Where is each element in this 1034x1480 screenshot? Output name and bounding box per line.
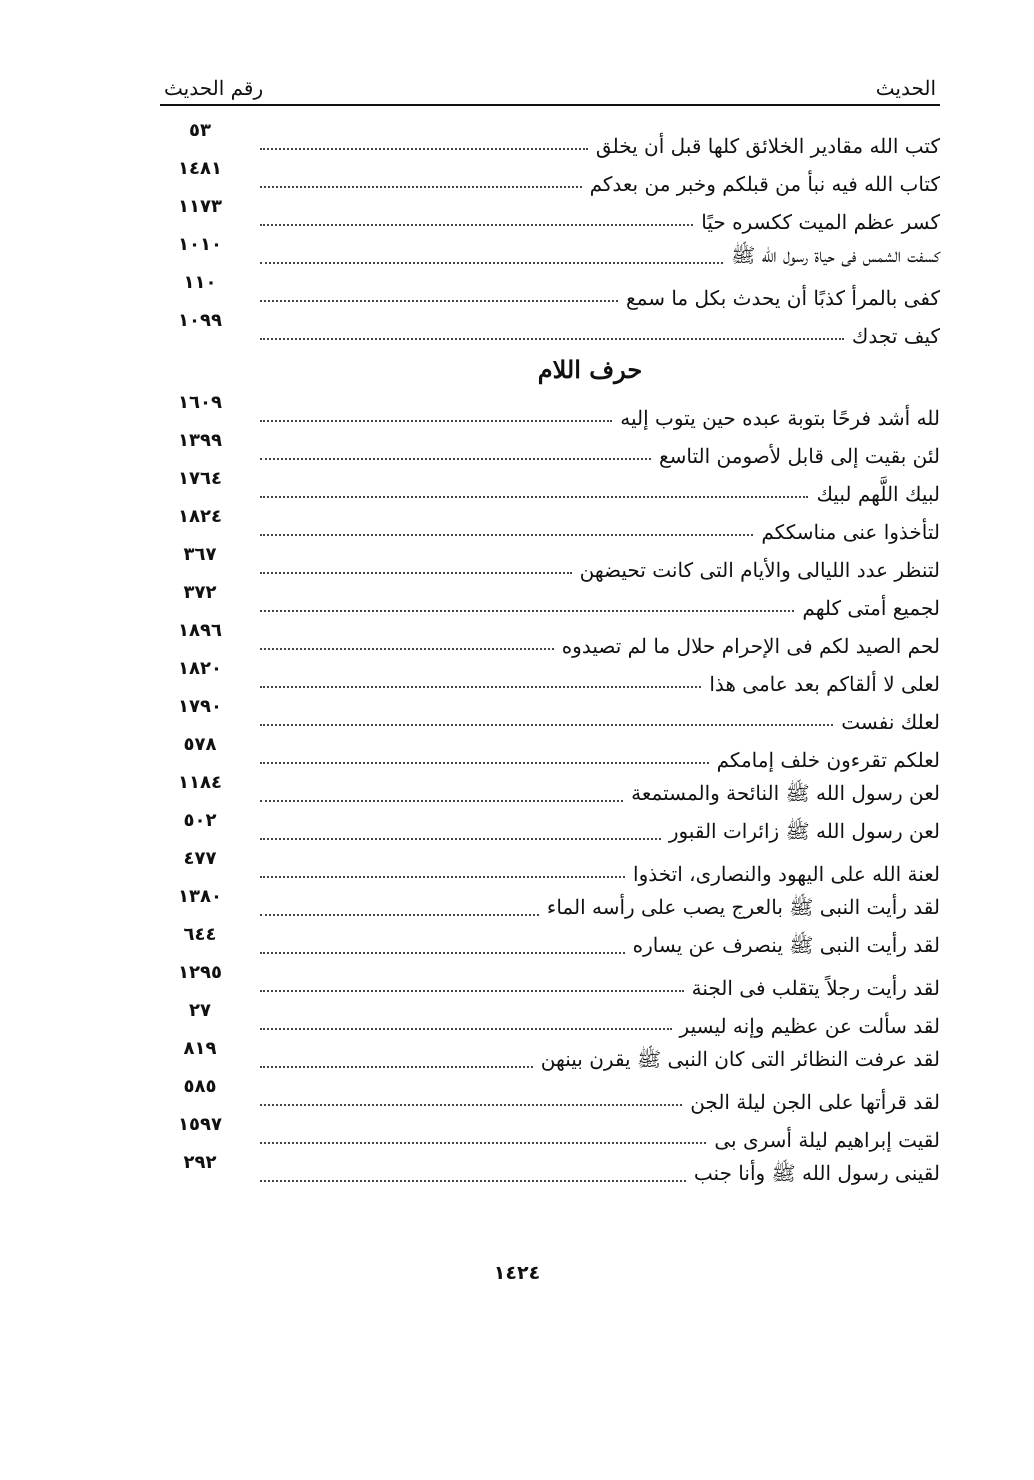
dot-leader [260,1180,686,1182]
dot-leader [260,610,794,612]
hadith-number: ١٠٩٩ [178,310,222,331]
dot-leader [260,420,612,422]
index-entry-row [160,734,940,772]
hadith-text: لعن رسول الله ﷺ زائرات القبور [668,819,940,843]
dot-leader [260,572,572,574]
index-entry-row [160,120,940,158]
hadith-number: ٣٧٢ [183,582,217,603]
hadith-number: ١١٧٣ [178,196,222,217]
index-entry-row [160,1076,940,1114]
dot-leader [260,1142,706,1144]
dot-leader [260,458,651,460]
dot-leader [260,262,723,264]
hadith-text: لقد رأيت رجلاً يتقلب فى الجنة [691,976,940,1000]
hadith-number: ٥٠٢ [183,810,217,831]
index-entry-row [160,658,940,696]
hadith-number: ٢٧ [189,1000,211,1021]
dot-leader [260,1104,682,1106]
hadith-text: لبيك اللَّهم لبيك [816,482,940,506]
hadith-text: لقد رأيت النبى ﷺ ينصرف عن يساره [632,933,940,957]
dot-leader [260,148,588,150]
index-entry-row [160,392,940,430]
hadith-number: ١٤٨١ [178,158,222,179]
index-entry-row [160,1038,940,1076]
index-entry-row [160,582,940,620]
hadith-text: لتنظر عدد الليالى والأيام التى كانت تحيضهن [579,558,940,582]
dot-leader [260,838,661,840]
hadith-number: ٥٧٨ [183,734,217,755]
dot-leader [260,762,709,764]
index-entry-row [160,158,940,196]
hadith-text: كسر عظم الميت ككسره حيًا [701,210,940,234]
hadith-text: لعن رسول الله ﷺ النائحة والمستمعة [631,781,940,805]
hadith-number: ١١٠ [183,272,217,293]
index-entry-row [160,924,940,962]
index-page [160,60,940,1190]
hadith-text: لقد سألت عن عظيم وإنه ليسير [679,1014,940,1038]
index-entry-row [160,196,940,234]
index-entry-row [160,620,940,658]
index-entry-row [160,962,940,1000]
dot-leader [260,990,684,992]
index-entry-row [160,234,940,272]
index-entry-row [160,272,940,310]
hadith-number: ٦٤٤ [183,924,217,945]
hadith-number: ٨١٩ [183,1038,217,1059]
index-entry-row [160,506,940,544]
dot-leader [260,952,625,954]
header-number-label: رقم الحديث [164,76,264,100]
hadith-number: ١٣٨٠ [178,886,222,907]
header-title: الحديث [875,76,936,100]
section-title: حرف اللام [537,355,643,384]
hadith-number: ١٠١٠ [178,234,222,255]
dot-leader [260,1066,533,1068]
dot-leader [260,338,844,340]
page-header [160,60,940,106]
dot-leader [260,686,701,688]
hadith-number: ٢٩٢ [183,1152,217,1173]
hadith-number: ٥٣ [189,120,211,141]
index-entry-row [160,1000,940,1038]
dot-leader [260,1028,672,1030]
dot-leader [260,186,582,188]
hadith-text: لحم الصيد لكم فى الإحرام حلال ما لم تصيدوه [561,634,940,658]
hadith-number: ٥٨٥ [183,1076,217,1097]
index-entry-row [160,468,940,506]
hadith-text: لعلكم تقرءون خلف إمامكم [716,748,940,772]
index-entry-row [160,810,940,848]
dot-leader [260,300,618,302]
hadith-number: ٣٦٧ [183,544,217,565]
index-entry-row [160,544,940,582]
hadith-text: لعلى لا ألقاكم بعد عامى هذا [709,672,940,696]
hadith-text: لئن بقيت إلى قابل لأصومن التاسع [658,444,940,468]
dot-leader [260,876,625,878]
index-entry-row [160,1114,940,1152]
hadith-text: لله أشد فرحًا بتوبة عبده حين يتوب إليه [620,406,940,430]
hadith-number: ١٦٠٩ [178,392,222,413]
index-entry-row [160,310,940,348]
hadith-text: لقيت إبراهيم ليلة أسرى بى [714,1128,940,1152]
dot-leader [260,648,554,650]
entries-before-section [160,120,940,348]
dot-leader [260,496,808,498]
hadith-number: ١٨٢٠ [178,658,222,679]
hadith-number: ١٣٩٩ [178,430,222,451]
hadith-text: لجميع أمتى كلهم [802,596,940,620]
hadith-text: لقد رأيت النبى ﷺ بالعرج يصب على رأسه الماء [546,895,940,919]
entries-after-section [160,392,940,1190]
dot-leader [260,800,623,802]
hadith-text: لقد قرأتها على الجن ليلة الجن [690,1090,940,1114]
hadith-text: لعلك نفست [841,710,940,734]
index-entry-row [160,430,940,468]
dot-leader [260,914,539,916]
dot-leader [260,724,833,726]
hadith-text: لقد عرفت النظائر التى كان النبى ﷺ يقرن بينهن [540,1047,940,1071]
hadith-number: ١١٨٤ [178,772,222,793]
hadith-number: ٤٧٧ [183,848,217,869]
hadith-number: ١٥٩٧ [178,1114,222,1135]
hadith-text: كتاب الله فيه نبأ من قبلكم وخبر من بعدكم [589,172,940,196]
index-entry-row [160,1152,940,1190]
hadith-text: كسفت الشمس فى حياة رسول الله ﷺ [731,243,940,267]
index-entry-row [160,696,940,734]
index-entry-row [160,772,940,810]
index-entry-row [160,848,940,886]
hadith-number: ١٧٩٠ [178,696,222,717]
hadith-text: لقينى رسول الله ﷺ وأنا جنب [693,1161,940,1185]
hadith-number: ١٧٦٤ [178,468,222,489]
hadith-number: ١٨٢٤ [178,506,222,527]
hadith-text: لعنة الله على اليهود والنصارى، اتخذوا [633,862,940,886]
dot-leader [260,224,693,226]
hadith-number: ١٨٩٦ [178,620,222,641]
page-number: ١٤٢٤ [493,1262,541,1284]
dot-leader [260,534,753,536]
hadith-text: لتأخذوا عنى مناسككم [761,520,940,544]
hadith-text: كيف تجدك [851,324,940,348]
hadith-text: كتب الله مقادير الخلائق كلها قبل أن يخلق [595,134,940,158]
hadith-index-list [160,120,940,1190]
hadith-number: ١٢٩٥ [178,962,222,983]
hadith-text: كفى بالمرأ كذبًا أن يحدث بكل ما سمع [626,286,940,310]
index-entry-row [160,886,940,924]
